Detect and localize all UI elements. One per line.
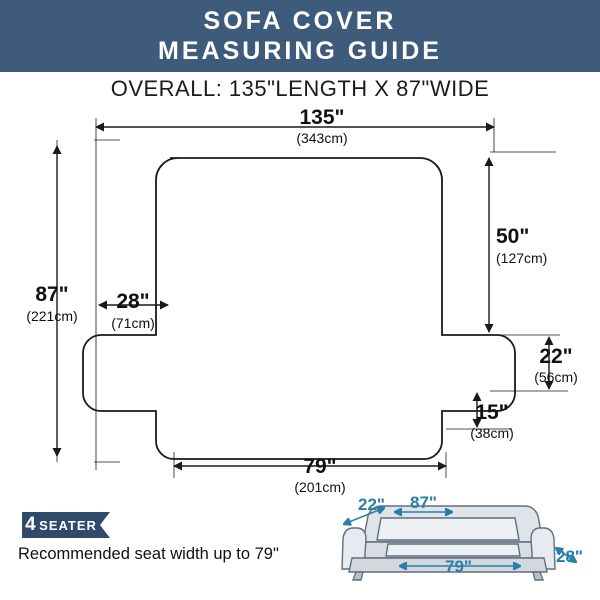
label-skirt-in: 15" [475, 401, 509, 424]
label-left-height-in: 87" [35, 283, 69, 306]
label-right-lower-in: 22" [539, 345, 573, 368]
recommendation-text: Recommended seat width up to 79" [18, 545, 279, 563]
label-right-upper-in: 50" [496, 225, 530, 248]
header-title-line1: SOFA COVER [203, 7, 397, 35]
label-bottom-width-cm: (201cm) [294, 479, 346, 495]
seater-badge [22, 512, 100, 538]
seater-word: SEATER [39, 517, 97, 533]
header-title-line2: MEASURING GUIDE [158, 37, 442, 65]
sofa-label-height: 87" [410, 493, 437, 512]
label-right-lower-cm: (56cm) [534, 369, 578, 385]
label-arm-width-cm: (71cm) [111, 315, 155, 331]
label-arm-width-in: 28" [116, 290, 150, 313]
label-skirt-cm: (38cm) [470, 425, 514, 441]
overall-dimensions-text: OVERALL: 135"LENGTH X 87"WIDE [110, 76, 490, 101]
sofa-label-depth: 22" [358, 495, 385, 514]
label-top-width-cm: (343cm) [296, 130, 348, 146]
sofa-label-seat: 79" [445, 557, 472, 576]
label-bottom-width-in: 79" [303, 455, 337, 478]
sofa-label-arm: 28" [556, 547, 583, 566]
label-left-height-cm: (221cm) [26, 308, 78, 324]
seater-count: 4 [25, 514, 37, 535]
label-right-upper-cm: (127cm) [496, 250, 548, 266]
label-top-width-in: 135" [299, 106, 345, 129]
badge-tail-shape [100, 512, 110, 538]
